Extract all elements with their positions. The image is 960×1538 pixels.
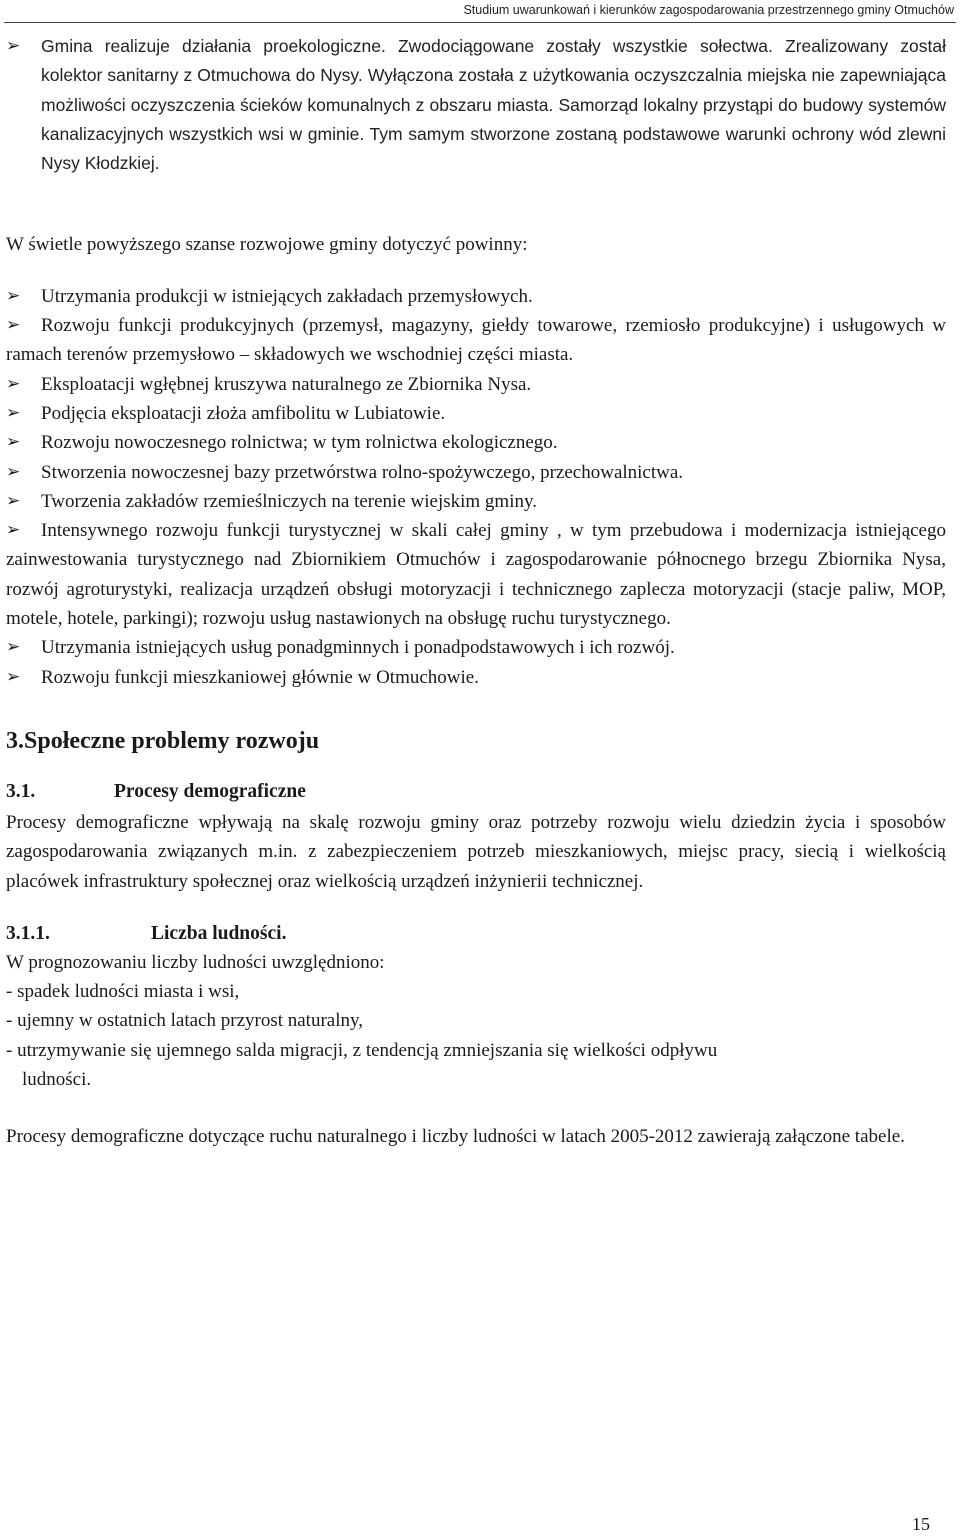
list-item: - ujemny w ostatnich latach przyrost naturalny, [6,1010,364,1032]
list-item [6,428,946,457]
intro-bullet-text: Gmina realizuje działania proekologiczne. Zwodociągowane zostały wszystkie sołectwa. Zrealizowany został kolektor sanitarny z Otmuchowa do Nysy. Wyłączona została z użytkowania oczyszczalnia miejska nie zapewniająca możliwości oczyszczenia ścieków komunalnych z obszaru miasta. Samorząd lokalny przystąpi do budowy systemów kanalizacyjnych wszystkich wsi w gminie. Tym samym stworzone zostaną podstawowe warunki ochrony wód zlewni Nysy Kłodzkiej. [41,36,946,174]
subsection-title: Procesy demograficzne [114,780,306,802]
opportunities-lead: W świetle powyższego szanse rozwojowe gminy dotyczyć powinny: [6,234,528,256]
list-item-text: - utrzymywanie się ujemnego salda migracji, z tendencją zmniejszania się wielkości odpływu [6,1039,718,1061]
arrowhead-bullet-icon: ➢ [6,637,21,658]
list-item-text: Utrzymania istniejących usług ponadgminnych i ponadpodstawowych i ich rozwój. [41,637,675,659]
list-item: - spadek ludności miasta i wsi, [6,981,240,1003]
page-body [6,32,946,1152]
subsection-heading [6,778,946,806]
subsubsection-title: Liczba ludności. [151,922,287,944]
list-item [6,458,946,487]
list-item [6,370,946,399]
population-factors-list [6,977,946,1094]
arrowhead-bullet-icon: ➢ [6,285,21,306]
subsection-number: 3.1. [6,780,36,802]
list-item-text: Eksploatacji wgłębnej kruszywa naturalnego ze Zbiornika Nysa. [41,373,532,395]
demographics-paragraph: Procesy demograficzne wpływają na skalę rozwoju gminy oraz potrzeby rozwoju wielu dziedzin życia i sposobów zagospodarowania związanych m.in. z zabezpieczeniem potrzeb mieszkaniowych, miejsc pracy, siecią i wielkością placówek infrastruktury społecznej oraz wielkością urządzeń inżynierii technicznej. [6,811,946,892]
intro-bullet [6,32,946,178]
header-divider [4,22,956,23]
list-item [6,282,946,311]
page-number: 15 [912,1514,930,1534]
arrowhead-bullet-icon: ➢ [6,36,21,56]
running-header: Studium uwarunkowań i kierunków zagospodarowania przestrzennego gminy Otmuchów [463,3,954,17]
list-item [6,311,946,370]
list-item [6,399,946,428]
arrowhead-bullet-icon: ➢ [6,461,21,482]
arrowhead-bullet-icon: ➢ [6,432,21,453]
list-item [6,1036,946,1095]
opportunities-list [6,282,946,692]
list-item-text: Tworzenia zakładów rzemieślniczych na terenie wiejskim gminy. [41,490,537,512]
list-item-text: Rozwoju nowoczesnego rolnictwa; w tym rolnictwa ekologicznego. [41,432,558,454]
subsubsection-number: 3.1.1. [6,922,50,944]
list-item-text: Podjęcia eksploatacji złoża amfibolitu w Lubiatowie. [41,402,446,424]
list-item [6,487,946,516]
arrowhead-bullet-icon: ➢ [6,520,21,541]
list-item [6,516,946,633]
list-item-continuation: ludności. [22,1069,92,1091]
list-item-text: Utrzymania produkcji w istniejących zakładach przemysłowych. [41,285,533,307]
arrowhead-bullet-icon: ➢ [6,373,21,394]
arrowhead-bullet-icon: ➢ [6,490,21,511]
list-item-text: Rozwoju funkcji mieszkaniowej głównie w Otmuchowie. [41,666,479,688]
subsubsection-heading [6,920,946,948]
arrowhead-bullet-icon: ➢ [6,315,21,336]
list-item [6,633,946,662]
closing-paragraph: Procesy demograficzne dotyczące ruchu naturalnego i liczby ludności w latach 2005-2012 zawierają załączone tabele. [6,1126,905,1148]
arrowhead-bullet-icon: ➢ [6,666,21,687]
population-lead: W prognozowaniu liczby ludności uwzględniono: [6,951,385,973]
arrowhead-bullet-icon: ➢ [6,402,21,423]
list-item-text: Intensywnego rozwoju funkcji turystycznej w skali całej gminy , w tym przebudowa i modernizacja istniejącego zainwestowania turystycznego nad Zbiornikiem Otmuchów i zagospodarowanie północnego brzegu Zbiornika Nysa, rozwój agroturystyki, realizacja urządzeń obsługi motoryzacji i technicznego zaplecza motoryzacji (stacje paliw, MOP, motele, hotele, parkingi); rozwoju usług nastawionych na obsługę ruchu turystycznego. [6,520,946,630]
list-item-text: Stworzenia nowoczesnej bazy przetwórstwa rolno-spożywczego, przechowalnictwa. [41,461,684,483]
section-heading: 3.Społeczne problemy rozwoju [6,727,320,754]
list-item-text: Rozwoju funkcji produkcyjnych (przemysł, magazyny, giełdy towarowe, rzemiosło produkcyjne) i usługowych w ramach terenów przemysłowo – składowych we wschodniej części miasta. [6,315,946,366]
list-item [6,663,946,692]
